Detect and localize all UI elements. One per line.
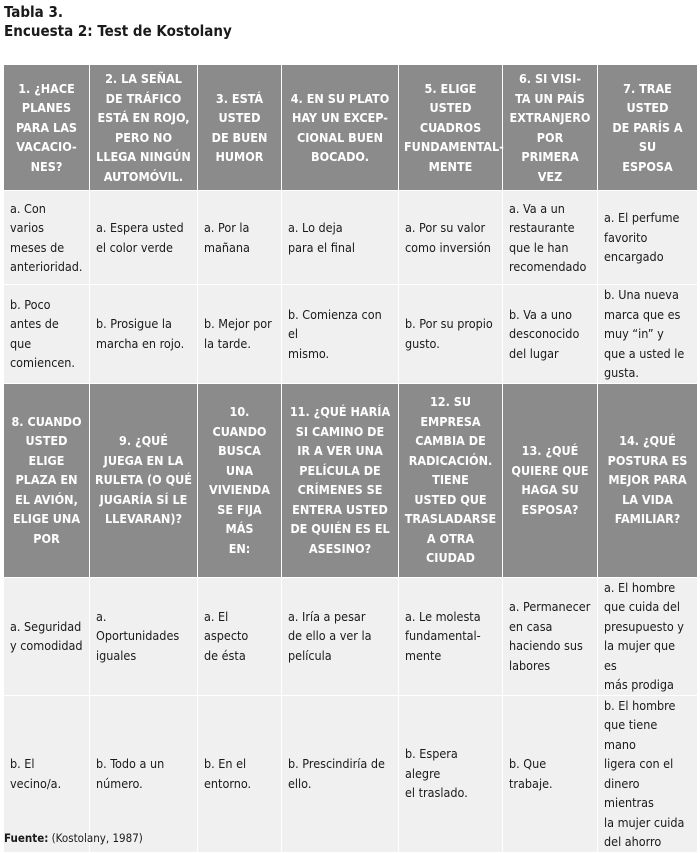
answer-cell: b. En el entorno. [198, 695, 282, 852]
kostolany-test-table [3, 64, 698, 853]
answer-cell: a. Oportunidades iguales [90, 577, 198, 695]
answer-cell: a. Por la mañana [198, 191, 282, 285]
answer-cell: a. El hombre que cuida del presupuesto y la mujer que es más prodiga [598, 577, 698, 695]
question-header: 3. ESTÁ USTED DE BUEN HUMOR [198, 65, 282, 191]
answer-cell: b. Todo a un número. [90, 695, 198, 852]
answer-row-b-1 [4, 285, 698, 384]
answer-cell: b. Que trabaje. [503, 695, 598, 852]
answer-cell: a. Va a un restaurante que le han recomendado [503, 191, 598, 285]
answer-row-a-2 [4, 577, 698, 695]
answer-cell: a. Espera usted el color verde [90, 191, 198, 285]
answer-cell: b. Una nueva marca que es muy “in” y que a usted le gusta. [598, 285, 698, 384]
answer-cell: b. Mejor por la tarde. [198, 285, 282, 384]
question-header: 1. ¿HACE PLANES PARA LAS VACACIO- NES? [4, 65, 90, 191]
answer-cell: b. Comienza con el mismo. [282, 285, 399, 384]
answer-cell: a. Seguridad y comodidad [4, 577, 90, 695]
source-text: (Kostolany, 1987) [48, 831, 143, 845]
answer-cell: b. Va a uno desconocido del lugar [503, 285, 598, 384]
answer-cell: b. Prescindiría de ello. [282, 695, 399, 852]
table-title [4, 3, 232, 41]
question-header: 4. EN SU PLATO HAY UN EXCEP- CIONAL BUEN BOCADO. [282, 65, 399, 191]
source-label: Fuente: [4, 831, 49, 845]
answer-row-b-2 [4, 695, 698, 852]
answer-row-a-1 [4, 191, 698, 285]
answer-cell: a. El perfume favorito encargado [598, 191, 698, 285]
answer-cell: b. Espera alegre el traslado. [399, 695, 503, 852]
question-header: 2. LA SEÑAL DE TRÁFICO ESTÁ EN ROJO, PERO NO LLEGA NINGÚN AUTOMÓVIL. [90, 65, 198, 191]
question-header: 7. TRAE USTED DE PARÍS A SU ESPOSA [598, 65, 698, 191]
answer-cell: a. Lo deja para el final [282, 191, 399, 285]
answer-cell: a. Con varios meses de anterioridad. [4, 191, 90, 285]
question-header: 11. ¿QUÉ HARÍA SI CAMINO DE IR A VER UNA PELÍCULA DE CRÍMENES SE ENTERA USTED DE QUIÉN ES EL ASESINO? [282, 383, 399, 577]
answer-cell: a. Por su valor como inversión [399, 191, 503, 285]
answer-cell: a. Permanecer en casa haciendo sus labores [503, 577, 598, 695]
question-header: 5. ELIGE USTED CUADROS FUNDAMENTAL- MENTE [399, 65, 503, 191]
answer-cell: b. Poco antes de que comiencen. [4, 285, 90, 384]
question-header: 9. ¿QUÉ JUEGA EN LA RULETA (O QUÉ JUGARÍA SÍ LE LLEVARAN)? [90, 383, 198, 577]
question-header: 6. SI VISI- TA UN PAÍS EXTRANJERO POR PRIMERA VEZ [503, 65, 598, 191]
answer-cell: b. Prosigue la marcha en rojo. [90, 285, 198, 384]
answer-cell: a. El aspecto de ésta [198, 577, 282, 695]
answer-cell: b. Por su propio gusto. [399, 285, 503, 384]
table-number: Tabla 3. [4, 3, 63, 21]
source-note [4, 831, 143, 845]
answer-cell: b. El hombre que tiene mano ligera con el dinero mientras la mujer cuida del ahorro [598, 695, 698, 852]
table-caption: Encuesta 2: Test de Kostolany [4, 22, 232, 40]
question-header: 13. ¿QUÉ QUIERE QUE HAGA SU ESPOSA? [503, 383, 598, 577]
question-header: 8. CUANDO USTED ELIGE PLAZA EN EL AVIÓN, ELIGE UNA POR [4, 383, 90, 577]
question-header: 14. ¿QUÉ POSTURA ES MEJOR PARA LA VIDA FAMILIAR? [598, 383, 698, 577]
question-header-row-1 [4, 65, 698, 191]
answer-cell: a. Le molesta fundamental- mente [399, 577, 503, 695]
answer-cell: b. El vecino/a. [4, 695, 90, 852]
answer-cell: a. Iría a pesar de ello a ver la película [282, 577, 399, 695]
question-header: 12. SU EMPRESA CAMBIA DE RADICACIÓN. TIENE USTED QUE TRASLADARSE A OTRA CIUDAD [399, 383, 503, 577]
question-header-row-2 [4, 383, 698, 577]
question-header: 10. CUANDO BUSCA UNA VIVIENDA SE FIJA MÁS EN: [198, 383, 282, 577]
